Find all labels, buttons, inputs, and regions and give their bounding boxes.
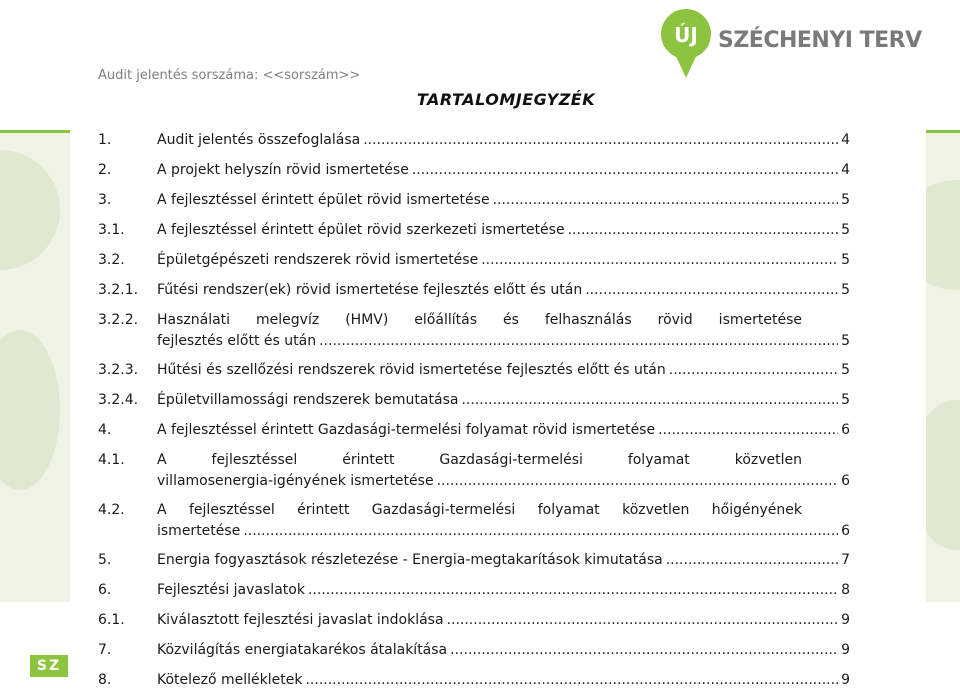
- toc-entry-number: 7.: [98, 642, 112, 658]
- toc-entry-page: 5: [841, 222, 850, 238]
- toc-entry-title: A fejlesztéssel érintett Gazdasági-termelési folyamat rövid ismertetése: [157, 422, 656, 438]
- toc-entry-page: 5: [841, 192, 850, 208]
- toc-entry-number: 1.: [98, 132, 112, 148]
- toc-entry-title: A fejlesztéssel érintett épület rövid szerkezeti ismertetése: [157, 222, 565, 238]
- leader-dots: [308, 580, 838, 601]
- toc-entry-title-line1: A fejlesztéssel érintett Gazdasági-termelési folyamat közvetlen hőigényének: [157, 502, 802, 518]
- leader-dots: [412, 160, 838, 181]
- leader-dots: [243, 521, 838, 542]
- toc-entry-number: 8.: [98, 672, 112, 688]
- toc-entry-title: Fejlesztési javaslatok: [157, 582, 305, 598]
- toc-entry-title: A projekt helyszín rövid ismertetése: [157, 162, 409, 178]
- toc-entry-number: 6.: [98, 582, 112, 598]
- toc-entry-page: 9: [841, 612, 850, 628]
- leader-dots: [481, 250, 838, 271]
- accent-line-right: [926, 130, 960, 133]
- toc-entry-number: 4.2.: [98, 502, 125, 518]
- svg-text:ÚJ: ÚJ: [674, 23, 698, 47]
- toc-entry-title-line2: villamosenergia-igényének ismertetése: [157, 473, 434, 489]
- toc-entry-number: 6.1.: [98, 612, 125, 628]
- toc-entry-number: 3.2.1.: [98, 282, 139, 298]
- toc-entry-number: 5.: [98, 552, 112, 568]
- logo-text: SZÉCHENYI TERV: [718, 28, 922, 53]
- leader-dots: [568, 220, 838, 241]
- toc-entry-title: Audit jelentés összefoglalása: [157, 132, 361, 148]
- audit-report-number-line: Audit jelentés sorszáma: <<sorszám>>: [98, 68, 361, 83]
- leader-dots: [450, 640, 838, 661]
- leader-dots: [666, 550, 838, 571]
- toc-entry-title-line1: A fejlesztéssel érintett Gazdasági-termelési folyamat közvetlen: [157, 452, 802, 468]
- toc-entry-title: Közvilágítás energiatakarékos átalakítása: [157, 642, 448, 658]
- toc-entry-title: A fejlesztéssel érintett épület rövid ismertetése: [157, 192, 490, 208]
- toc-entry-number: 4.: [98, 422, 112, 438]
- toc-entry-page: 6: [841, 523, 850, 539]
- footer-badge: SZ: [30, 655, 68, 677]
- toc-entry-number: 3.1.: [98, 222, 125, 238]
- toc-entry-page: 9: [841, 642, 850, 658]
- toc-entry-page: 5: [841, 252, 850, 268]
- toc-entry-page: 4: [841, 132, 850, 148]
- toc-entry-number: 3.: [98, 192, 112, 208]
- toc-entry-page: 8: [841, 582, 850, 598]
- toc-entry-title-line2: ismertetése: [157, 523, 241, 539]
- toc-entry-page: 5: [841, 392, 850, 408]
- toc-entry-title: Épületvillamossági rendszerek bemutatása: [157, 392, 459, 408]
- leader-dots: [319, 331, 838, 352]
- toc-entry-title: Épületgépészeti rendszerek rövid ismertetése: [157, 252, 479, 268]
- toc-entry-title-line1: Használati melegvíz (HMV) előállítás és felhasználás rövid ismertetése: [157, 312, 802, 328]
- toc-entry-title: Fűtési rendszer(ek) rövid ismertetése fejlesztés előtt és után: [157, 282, 583, 298]
- toc-entry-page: 6: [841, 422, 850, 438]
- toc-entry-number: 3.2.3.: [98, 362, 139, 378]
- toc-entry-title: Kötelező mellékletek: [157, 672, 303, 688]
- toc-entry-page: 4: [841, 162, 850, 178]
- toc-entry-number: 3.2.4.: [98, 392, 139, 408]
- leader-dots: [437, 471, 839, 492]
- toc-entry-number: 3.2.2.: [98, 312, 139, 328]
- toc-entry-page: 5: [841, 333, 850, 349]
- toc-entry-title: Energia fogyasztások részletezése - Energia-megtakarítások kimutatása: [157, 552, 663, 568]
- toc-entry-page: 9: [841, 672, 850, 688]
- leader-dots: [305, 670, 838, 691]
- leader-dots: [585, 280, 838, 301]
- toc-entry-title: Hűtési és szellőzési rendszerek rövid ismertetése fejlesztés előtt és után: [157, 362, 666, 378]
- toc-entry-number: 3.2.: [98, 252, 125, 268]
- leader-dots: [669, 360, 838, 381]
- toc-entry-page: 7: [841, 552, 850, 568]
- toc-entry-title: Kiválasztott fejlesztési javaslat indoklása: [157, 612, 444, 628]
- toc-entry-number: 2.: [98, 162, 112, 178]
- toc-entry-number: 4.1.: [98, 452, 125, 468]
- accent-line-left: [0, 130, 70, 133]
- leader-dots: [363, 130, 838, 151]
- leader-dots: [447, 610, 839, 631]
- location-pin-icon: [660, 8, 712, 78]
- leader-dots: [658, 420, 838, 441]
- toc-entry-page: 6: [841, 473, 850, 489]
- toc-entry-page: 5: [841, 362, 850, 378]
- leader-dots: [461, 390, 838, 411]
- toc-entry-page: 5: [841, 282, 850, 298]
- leader-dots: [493, 190, 839, 211]
- toc-entry-title-line2: fejlesztés előtt és után: [157, 333, 317, 349]
- toc-title: TARTALOMJEGYZÉK: [416, 90, 596, 109]
